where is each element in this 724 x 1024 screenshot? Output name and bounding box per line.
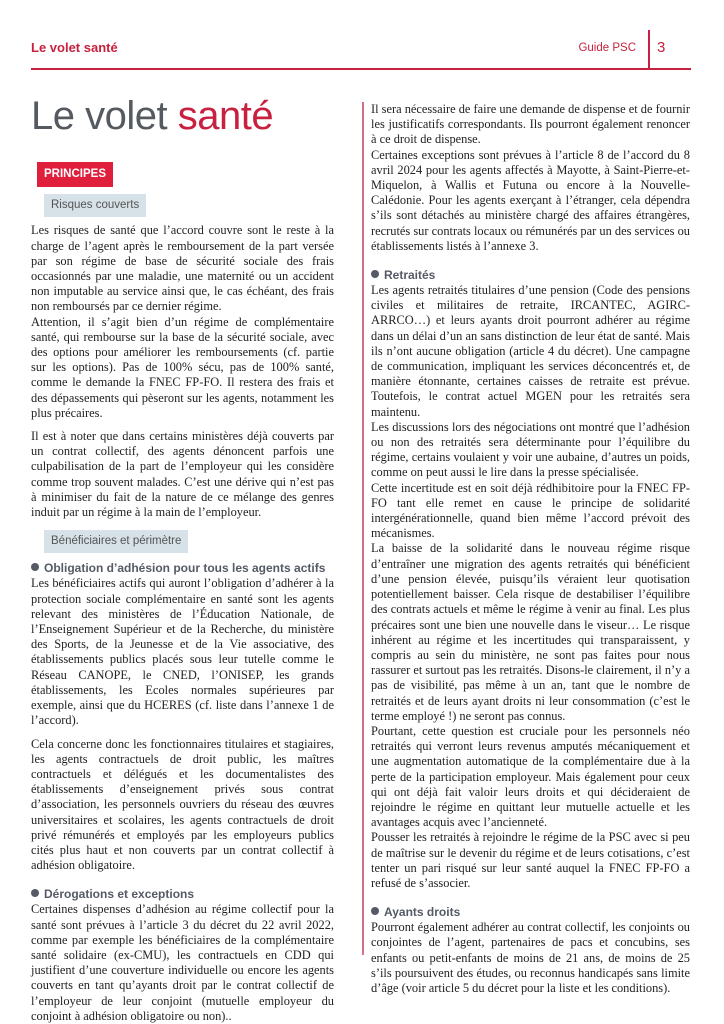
- paragraph: Il est à noter que dans certains ministères déjà couverts par un contrat collectif, des agents dénoncent parfois une culpabilisation de la part de l’employeur qui les considère comme trop souvent malades. C’est une dérive qui n’est pas à minimiser du fait de la nature de ce mélange des genres induit par un régime à la main de l’employeur.: [31, 429, 334, 520]
- bullet-icon: [31, 889, 39, 897]
- left-column: [31, 162, 334, 1024]
- subheading-retraites: [371, 268, 690, 283]
- paragraph: Pousser les retraités à rejoindre le régime de la PSC avec si peu de maîtrise sur le devenir du régime et de leurs cotisations, c’est tenter un pari risqué sur leur santé auquel la FNEC FP-FO a refusé de s’associer.: [371, 830, 690, 890]
- page-title: [31, 96, 273, 136]
- paragraph: Les risques de santé que l’accord couvre sont le reste à la charge de l’agent après le remboursement de la part versée par son régime de base de sécurité sociale des frais occasionnés par une maladie, une maternité ou un accident non imputable au service ainsi que, le cas échéant, des frais non remboursés par ce dernier régime.: [31, 223, 334, 314]
- paragraph: Les bénéficiaires actifs qui auront l’obligation d’adhérer à la protection sociale complémentaire en santé sont les agents relevant des ministères de l’Éducation Nationale, de l’Enseignement Supérieur et de la Recherche, du ministère des Sports, de la Jeunesse et de la Vie associative, des établissements publics placés sous leur tutelle comme le Réseau CANOPE, le CNED, l’ONISEP, les grands établissements, les Ecoles normales supérieures par exemple, ainsi que du HCERES (cf. liste dans l’annexe 1 de l’accord).: [31, 576, 334, 728]
- subheading-derogations: [31, 887, 334, 902]
- running-header-guide: Guide PSC: [578, 42, 636, 54]
- header-rule: [31, 68, 691, 70]
- bullet-icon: [31, 563, 39, 571]
- section-label-beneficiaires: Bénéficiaires et périmètre: [44, 530, 188, 553]
- running-header-section: Le volet santé: [31, 40, 118, 55]
- bullet-icon: [371, 270, 379, 278]
- page-number: 3: [657, 39, 666, 56]
- subheading-obligation: [31, 561, 334, 576]
- right-column: [371, 102, 690, 996]
- subheading-text: Obligation d’adhésion pour tous les agents actifs: [44, 561, 326, 576]
- page-title-accent: santé: [177, 94, 274, 138]
- paragraph: Pourront également adhérer au contrat collectif, les conjoints ou conjointes de l’agent, partenaires de pacs et concubins, ses enfants ou petit-enfants de moins de 21 ans, de moins de 25 s’ils poursuivent des études, ou reconnus handicapés sans limite d’âge (voir article 5 du décret pour la liste et les conditions).: [371, 920, 690, 995]
- column-divider: [362, 102, 364, 955]
- paragraph: Les discussions lors des négociations ont montré que l’adhésion ou non des retraités sera déterminante pour l’équilibre du régime, certains voulaient y voir une aubaine, d’autres un poids, comme on peut aussi le lire dans la presse spécialisée.: [371, 419, 690, 480]
- bullet-icon: [371, 907, 379, 915]
- paragraph: Certaines exceptions sont prévues à l’article 8 de l’accord du 8 avril 2024 pour les agents affectés à Mayotte, à Saint-Pierre-et-Miquelon, à Wallis et Futuna ou encore à la Nouvelle-Calédonie. Pour les agents exerçant à l’étranger, cela dépendra s’ils sont détachés au ministère chargé des affaires étrangères, recrutés sur contrats locaux ou rémunérés par un des services ou établissements listés à l’annexe 3.: [371, 147, 690, 253]
- paragraph: Cela concerne donc les fonctionnaires titulaires et stagiaires, les agents contractuels de droit public, les maîtres contractuels et délégués et les documentalistes des établissements d’enseignement privés sous contrat d’association, les personnels ouvriers du réseau des œuvres universitaires et scolaires, les agents contractuels de droit privé rémunérés et employés par les employeurs publics cités plus haut et non couverts par un contrat collectif à adhésion obligatoire.: [31, 736, 334, 873]
- subheading-ayants-droits: [371, 905, 690, 920]
- paragraph: Il sera nécessaire de faire une demande de dispense et de fournir les justificatifs correspondants. Ils pourront également renoncer à ce droit de dispense.: [371, 102, 690, 147]
- paragraph: Cette incertitude est en soit déjà rédhibitoire pour la FNEC FP-FO tant elle remet en cause le principe de solidarité intergénérationnelle, quand bien même l’accord prévoit des mécanismes.: [371, 480, 690, 541]
- paragraph: Attention, il s’agit bien d’un régime de complémentaire santé, qui rembourse sur la base de la sécurité sociale, avec des options pour améliorer les remboursements (cf. partie sur les options). Pas de 100% sécu, pas de 100% santé, comme le demande la FNEC FP-FO. Il restera des frais et des dépassements qui pèseront sur les agents, notamment les plus précaires.: [31, 314, 334, 420]
- page-title-part1: Le volet: [31, 94, 178, 138]
- principles-badge: PRINCIPES: [37, 162, 113, 187]
- subheading-text: Ayants droits: [384, 905, 461, 920]
- subheading-text: Retraités: [384, 268, 436, 283]
- subheading-text: Dérogations et exceptions: [44, 887, 195, 902]
- header-divider: [648, 30, 650, 70]
- paragraph: Certaines dispenses d’adhésion au régime collectif pour la santé sont prévues à l’article 3 du décret du 22 avril 2022, comme par exemple les bénéficiaires de la complémentaire santé solidaire (ex-CMU), les contractuels en CDD qui justifient d’une couverture individuelle ou encore les agents couverts en tant qu’ayants droit par le contrat collectif de l’employeur de leur conjoint (mutuelle employeur du conjoint à adhésion obligatoire ou non)..: [31, 902, 334, 1023]
- section-label-risques: Risques couverts: [44, 194, 146, 217]
- paragraph: Pourtant, cette question est cruciale pour les personnels néo retraités qui verront leurs revenus amputés mécaniquement et une augmentation automatique de la complémentaire due à la perte de la participation employeur. Mais également pour ceux qui ont déjà fait valoir leurs droits et qui décideraient de rejoindre le régime en quittant leur mutuelle actuelle et les avantages acquis avec l’ancienneté.: [371, 723, 690, 830]
- paragraph: La baisse de la solidarité dans le nouveau régime risque d’entraîner une migration des agents retraités qui bénéficient d’une pension élevée, puisqu’ils véraient leur quotisation potentiellement baisser. Cela risque de destabiliser l’équilibre des contrats actuels et même le régime à venir au final. Les plus précaires sont une bien une nouvelle dans le viseur… Le risque inhérent au régime et les incertitudes qui transparaissent, y compris au sein du ministère, ne sont pas faites pour nous rassurer et surtout pas les retraités. Disons-le clairement, il n’y a pas de visibilité, pas même à un an, tant que le nombre de retraités et de leurs ayant droits ni leur consommation (c’est le terme employé !) ne seront pas connus.: [371, 541, 690, 723]
- paragraph: Les agents retraités titulaires d’une pension (Code des pensions civiles et militaires de retraite, IRCANTEC, AGIRC-ARRCO…) et leurs ayants droit pourront adhérer au régime dans un délai d’un an sans distinction de leur état de santé. Mais ils n’ont aucune obligation (article 4 du décret). Une campagne de communication, impliquant les services déconcentrés et, de manière étonnante, certaines caisses de retraite est prévue. Toutefois, le contrat actuel MGEN pour les retraités sera maintenu.: [371, 283, 690, 419]
